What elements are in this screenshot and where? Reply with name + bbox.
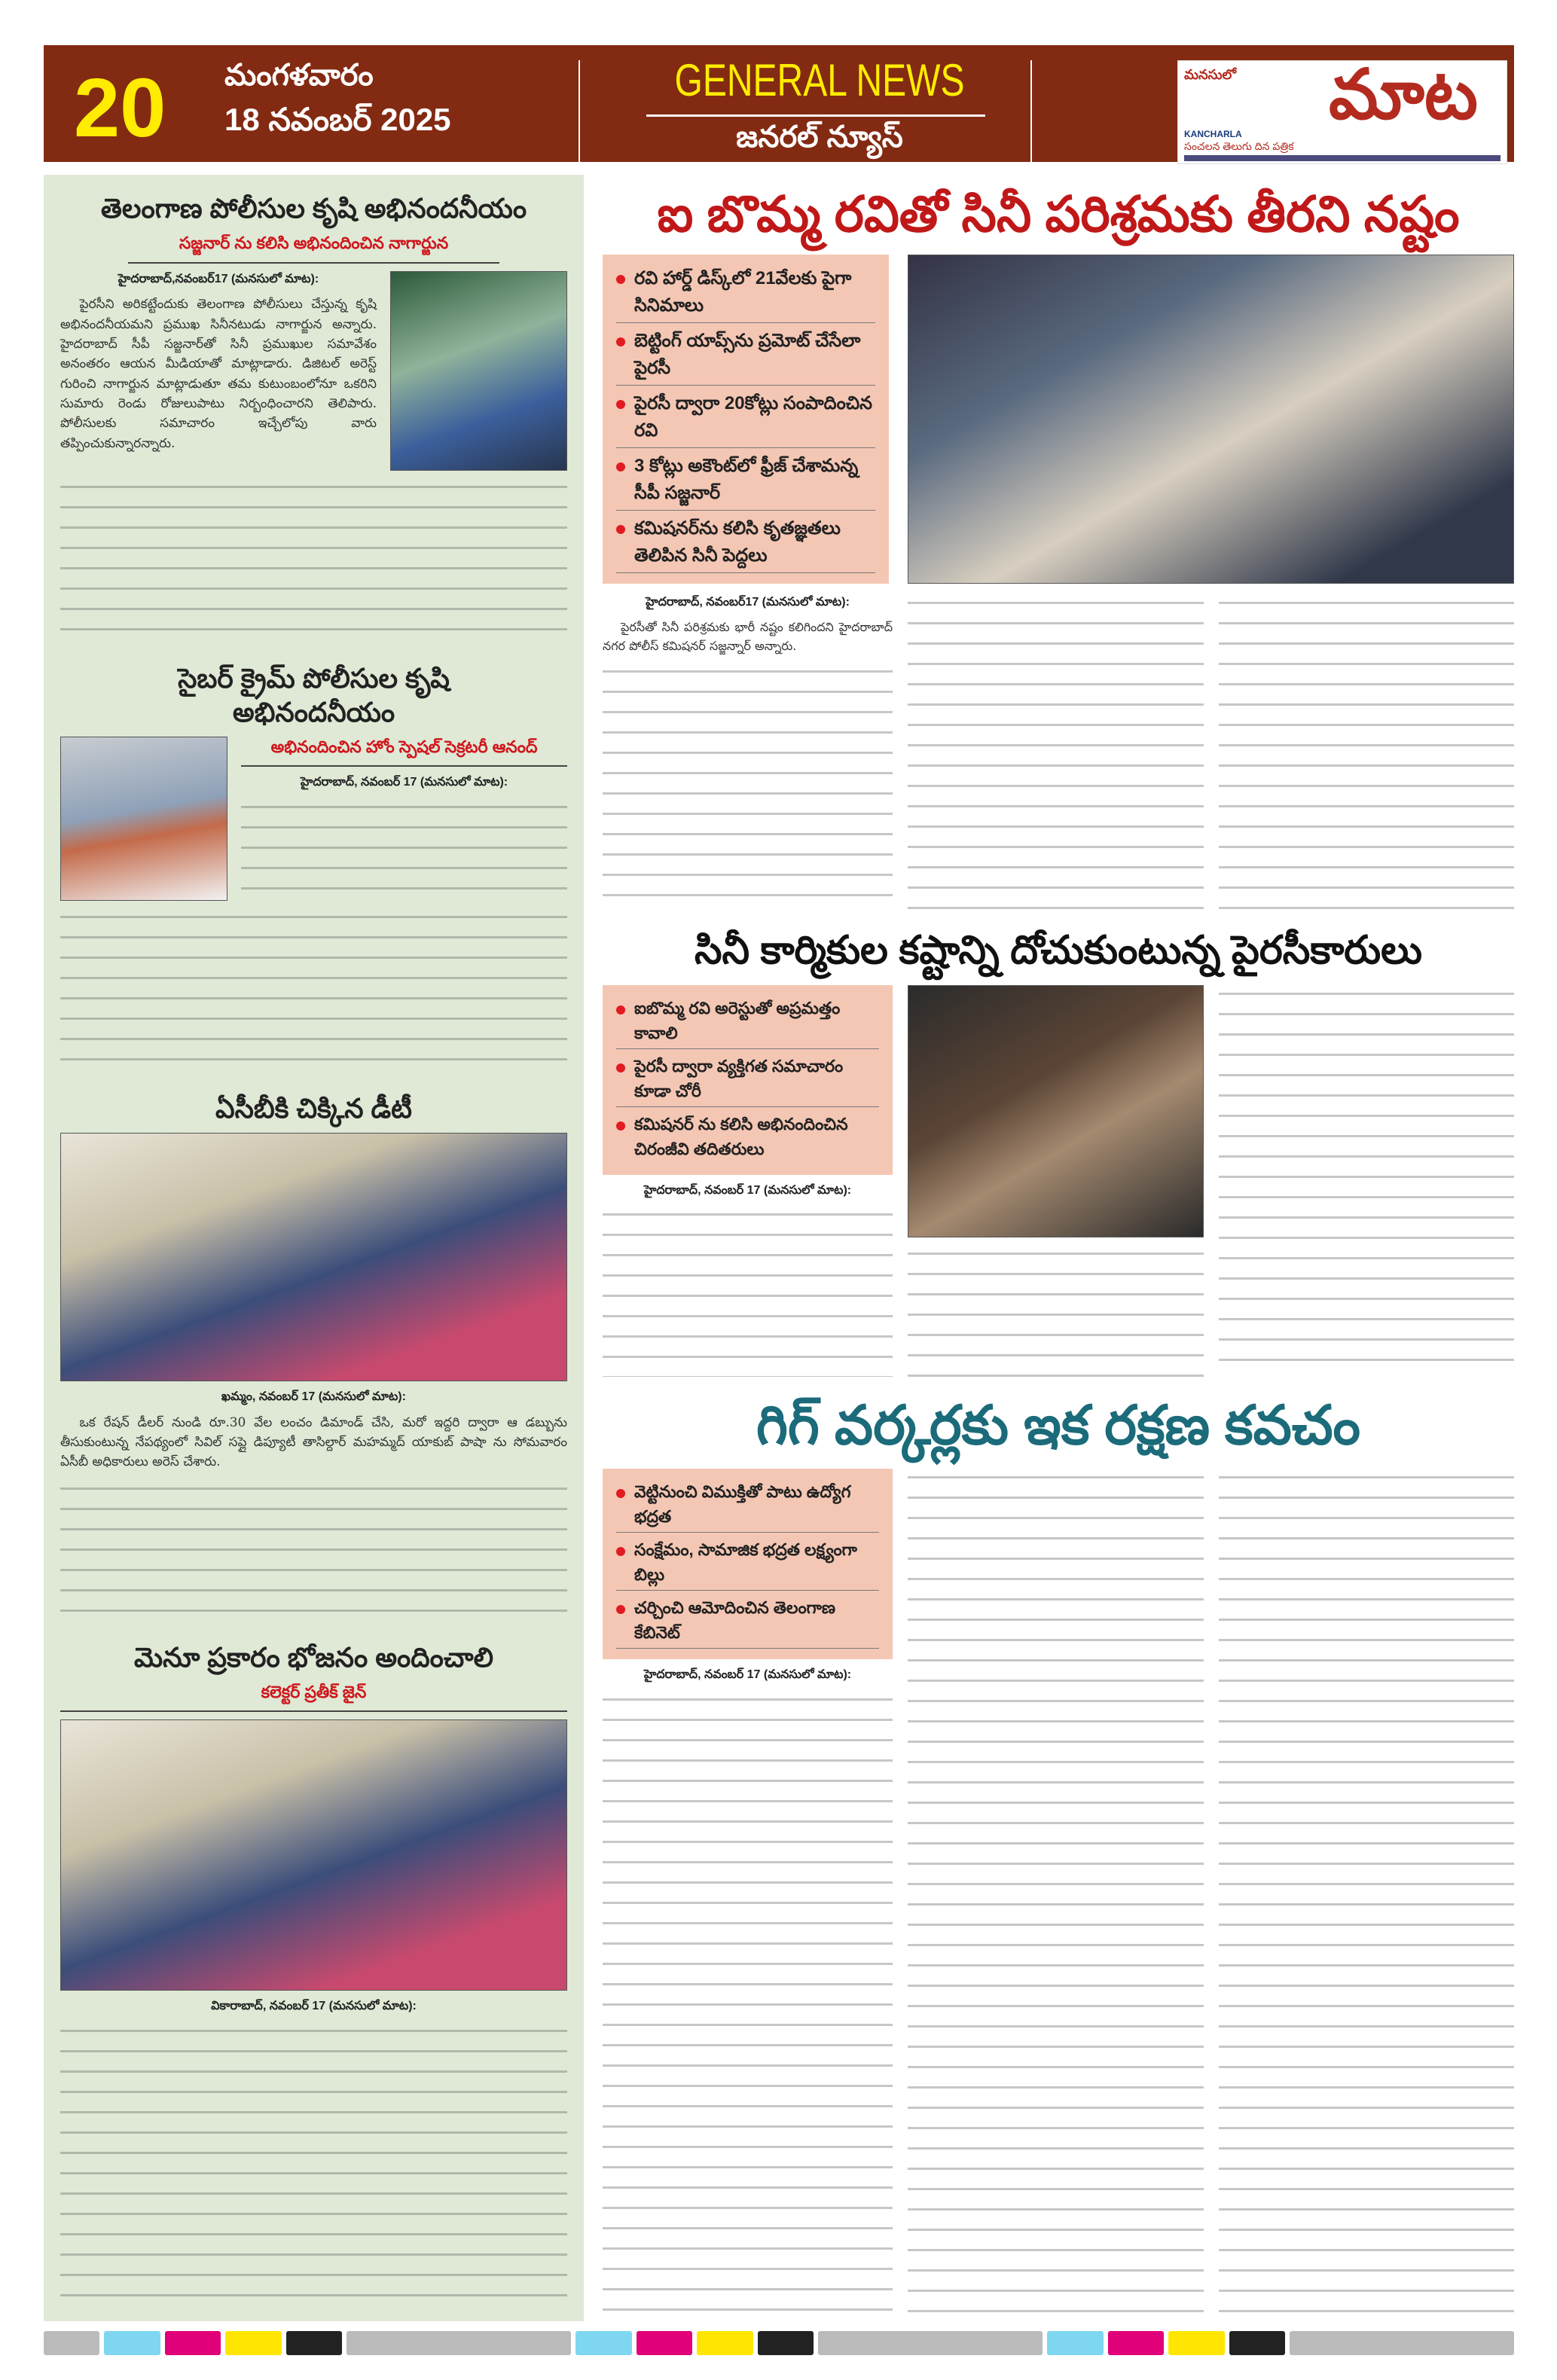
story-headline: సినీ కార్మికుల కష్టాన్ని దోచుకుంటున్న పైరసీకారులు: [695, 929, 1422, 973]
article-body-text: [60, 908, 567, 1078]
article-body: పైరసీతో సినీ పరిశ్రమకు భారీ నష్టం కలిగిందని హైదరాబాద్ నగర పోలీస్ కమిషనర్ సజ్జన్నార్ అన్నారు.: [603, 619, 893, 653]
article-title: తెలంగాణ పోలీసుల కృషి అభినందనీయం: [100, 193, 527, 224]
article-body-text: [603, 1206, 893, 1376]
divider: [128, 262, 499, 264]
highlight-item: [616, 328, 875, 386]
highlight-text: పైరసీ ద్వారా 20కోట్లు సంపాదించిన రవి: [634, 393, 873, 441]
logo-brand: KANCHARLA: [1184, 129, 1242, 139]
highlight-item: [616, 1112, 879, 1164]
highlight-item: [616, 1054, 879, 1107]
logo-tagline: సంచలన తెలుగు దిన పత్రిక: [1184, 140, 1294, 152]
highlight-text: చర్చించి ఆమోదించిన తెలంగాణ కేబినెట్: [634, 1597, 836, 1642]
print-color-bar: [44, 2331, 1514, 2355]
page-number: 20: [74, 62, 166, 154]
article-body: పైరసీని అరికట్టేందుకు తెలంగాణ పోలీసులు చేస్తున్న కృషి అభినందనీయమని ప్రముఖ సినీనటుడు నాగార్జున అన్నారు. హైదరాబాద్ సీపీ సజ్జనార్‌తో సినీ ప్రముఖుల సమావేశం అనంతరం ఆయన మీడియాతో మాట్లాడారు. డిజిటల్ అరెస్ట్ గురించి నాగార్జున మాట్లాడుతూ తమ కుటుంబంలోనూ ఒకరిని సుమారు రెండు రోజులుపాటు నిర్బంధించారని తెలిపారు. పోలీసులకు సమాచారం ఇచ్చేలోపు వారు తప్పించుకున్నారన్నారు.: [60, 297, 377, 451]
dateline: హైదరాబాద్,నవంబర్17 (మనసులో మాట):: [118, 272, 319, 285]
article-body-text: [1219, 594, 1515, 911]
highlight-text: 3 కోట్లు అకౌంట్‌లో ఫ్రీజ్ చేశామన్న సీపీ సజ్జనార్: [634, 456, 859, 504]
section-title-te: జనరల్ న్యూస్: [736, 121, 903, 154]
highlight-item: [616, 996, 879, 1049]
story-columns: [603, 1469, 1514, 2320]
photo-nagarjuna: [390, 271, 567, 471]
bullet-icon: [616, 1547, 625, 1556]
story-text-columns: [603, 594, 1514, 911]
highlight-item: [616, 265, 875, 323]
dateline: హైదరాబాద్, నవంబర్ 17 (మనసులో మాట):: [300, 776, 508, 789]
article-body-text: [908, 1245, 1204, 1377]
article-body-text: [1219, 1469, 1515, 2320]
bullet-icon: [616, 1063, 625, 1073]
article-body-text: [241, 798, 567, 901]
highlight-text: సంక్షేమం, సామాజిక భద్రత లక్ష్యంగా బిల్లు: [634, 1539, 857, 1584]
highlight-text: వెట్టినుంచి విముక్తితో పాటు ఉద్యోగ భద్రత: [634, 1481, 851, 1526]
article-body: ఒక రేషన్ డీలర్ నుండి రూ.30 వేల లంచం డిమాండ్ చేసి, మరో ఇద్దరి ద్వారా ఆ డబ్బును తీసుకుంటున్న నేపథ్యంలో సివిల్ సప్లై డిప్యూటీ తాసిల్దార్ మహమ్మద్ యాకుబ్ పాషా ను సోమవారం ఏసీబీ అధికారులు అరెస్ చేశారు.: [60, 1414, 567, 1470]
bullet-icon: [616, 337, 625, 346]
bullet-icon: [616, 525, 625, 534]
bullet-icon: [616, 275, 625, 284]
dateline: వికారాబాద్, నవంబర్ 17 (మనసులో మాట):: [211, 2000, 417, 2013]
bullet-icon: [616, 400, 625, 409]
article-subtitle: కలెక్టర్ ప్రతీక్ జైన్: [261, 1682, 367, 1701]
logo-small: మనసులో: [1184, 67, 1237, 82]
text-column: [603, 1469, 893, 2320]
main-column: [603, 185, 1514, 2320]
bullet-icon: [616, 1605, 625, 1614]
text-column: [603, 594, 893, 911]
highlight-text: రవి హార్డ్ డిస్క్‌లో 21వేలకు పైగా సినిమాలు: [634, 268, 852, 316]
highlight-item: [616, 515, 875, 573]
text-column: [908, 594, 1204, 911]
article-body-text: [908, 594, 1204, 911]
highlight-item: [616, 1537, 879, 1591]
logo-bar: [1184, 155, 1501, 161]
highlights-box: [603, 1469, 893, 1659]
dateline: హైదరాబాద్, నవంబర్17 (మనసులో మాట):: [646, 596, 850, 609]
highlight-item: [616, 1479, 879, 1533]
divider: [579, 60, 580, 162]
highlight-item: [616, 453, 875, 511]
highlight-item: [616, 1595, 879, 1649]
article-body-text: [60, 1480, 567, 1627]
divider: [646, 114, 985, 117]
photo-anand: [60, 737, 227, 901]
dateline: హైదరాబాద్, నవంబర్ 17 (మనసులో మాట):: [643, 1183, 852, 1197]
newspaper-logo: [1177, 60, 1507, 164]
text-column: [603, 985, 893, 1377]
article-body-text: [908, 1469, 1204, 2320]
highlight-text: కమిషనర్ ను కలిసి అభినందించిన చిరంజీవి తదితరులు: [634, 1114, 848, 1158]
article-text-column: [241, 737, 567, 901]
story-ibomma: [603, 185, 1514, 911]
highlight-text: పైరసీ ద్వారా వ్యక్తిగత సమాచారం కూడా చోరీ: [634, 1056, 844, 1100]
text-column: [908, 1469, 1204, 2320]
article-body-text: [603, 663, 893, 911]
highlight-text: ఐబొమ్మ రవి అరెస్టుతో అప్రమత్తం కావాలి: [634, 998, 841, 1042]
story-headline: గిగ్ వర్కర్లకు ఇక రక్షణ కవచం: [756, 1395, 1361, 1456]
text-column: [908, 985, 1204, 1377]
logo-main: మాట: [1329, 60, 1478, 133]
story-gig-workers: [603, 1393, 1514, 2320]
photo-chiranjeevi: [908, 985, 1204, 1237]
article-title: సైబర్ క్రైమ్ పోలీసుల కృషి అభినందనీయం: [178, 662, 450, 728]
article-row: [60, 737, 567, 901]
article-text-column: [60, 271, 377, 471]
article-body-text: [60, 2022, 567, 2305]
masthead: [44, 45, 1514, 162]
bullet-icon: [616, 1121, 625, 1130]
main-headline: ఐ బొమ్మ రవితో సినీ పరిశ్రమకు తీరని నష్టం: [657, 186, 1460, 242]
article-row: [60, 271, 567, 471]
article-title: మెనూ ప్రకారం భోజనం అందించాలి: [133, 1641, 494, 1673]
story-columns: [603, 985, 1514, 1377]
text-column: [1219, 985, 1515, 1377]
divider: [1030, 60, 1032, 162]
dateline: ఖమ్మం, నవంబర్ 17 (మనసులో మాట):: [221, 1390, 406, 1403]
divider: [241, 765, 567, 767]
text-column: [1219, 594, 1515, 911]
photo-press-meet: [908, 255, 1514, 584]
article-subtitle: అభినందించిన హోం స్పెషల్ సెక్రటరీ ఆనంద్: [270, 737, 538, 756]
bullet-icon: [616, 1489, 625, 1498]
photo-collector: [60, 1719, 567, 1991]
bullet-icon: [616, 462, 625, 471]
highlight-text: కమిషనర్‌ను కలిసి కృతజ్ఞతలు తెలిపిన సినీ పెద్దలు: [634, 518, 841, 566]
highlights-box: [603, 255, 889, 584]
section-title-en: GENERAL NEWS: [674, 55, 965, 105]
text-column: [1219, 1469, 1515, 2320]
date: 18 నవంబర్ 2025: [224, 102, 451, 137]
divider: [60, 1710, 567, 1712]
article-subtitle: సజ్జనార్ ను కలిసి అభినందించిన నాగార్జున: [179, 233, 449, 252]
article-body-text: [60, 478, 567, 648]
highlights-box: [603, 985, 893, 1175]
highlight-text: బెట్టింగ్ యాప్స్‌ను ప్రమోట్ చేసేలా పైరసీ: [634, 331, 861, 379]
story-top-row: [603, 255, 1514, 584]
photo-acb: [60, 1133, 567, 1381]
dateline: హైదరాబాద్, నవంబర్ 17 (మనసులో మాట):: [643, 1668, 852, 1681]
bullet-icon: [616, 1005, 625, 1015]
highlight-item: [616, 390, 875, 448]
article-body-text: [1219, 985, 1515, 1377]
article-body-text: [603, 1691, 893, 2320]
story-piracy: [603, 927, 1514, 1376]
day: మంగళవారం: [224, 59, 374, 92]
left-column: [44, 175, 584, 2321]
article-title: ఏసీబీకి చిక్కిన డీటీ: [215, 1092, 412, 1124]
